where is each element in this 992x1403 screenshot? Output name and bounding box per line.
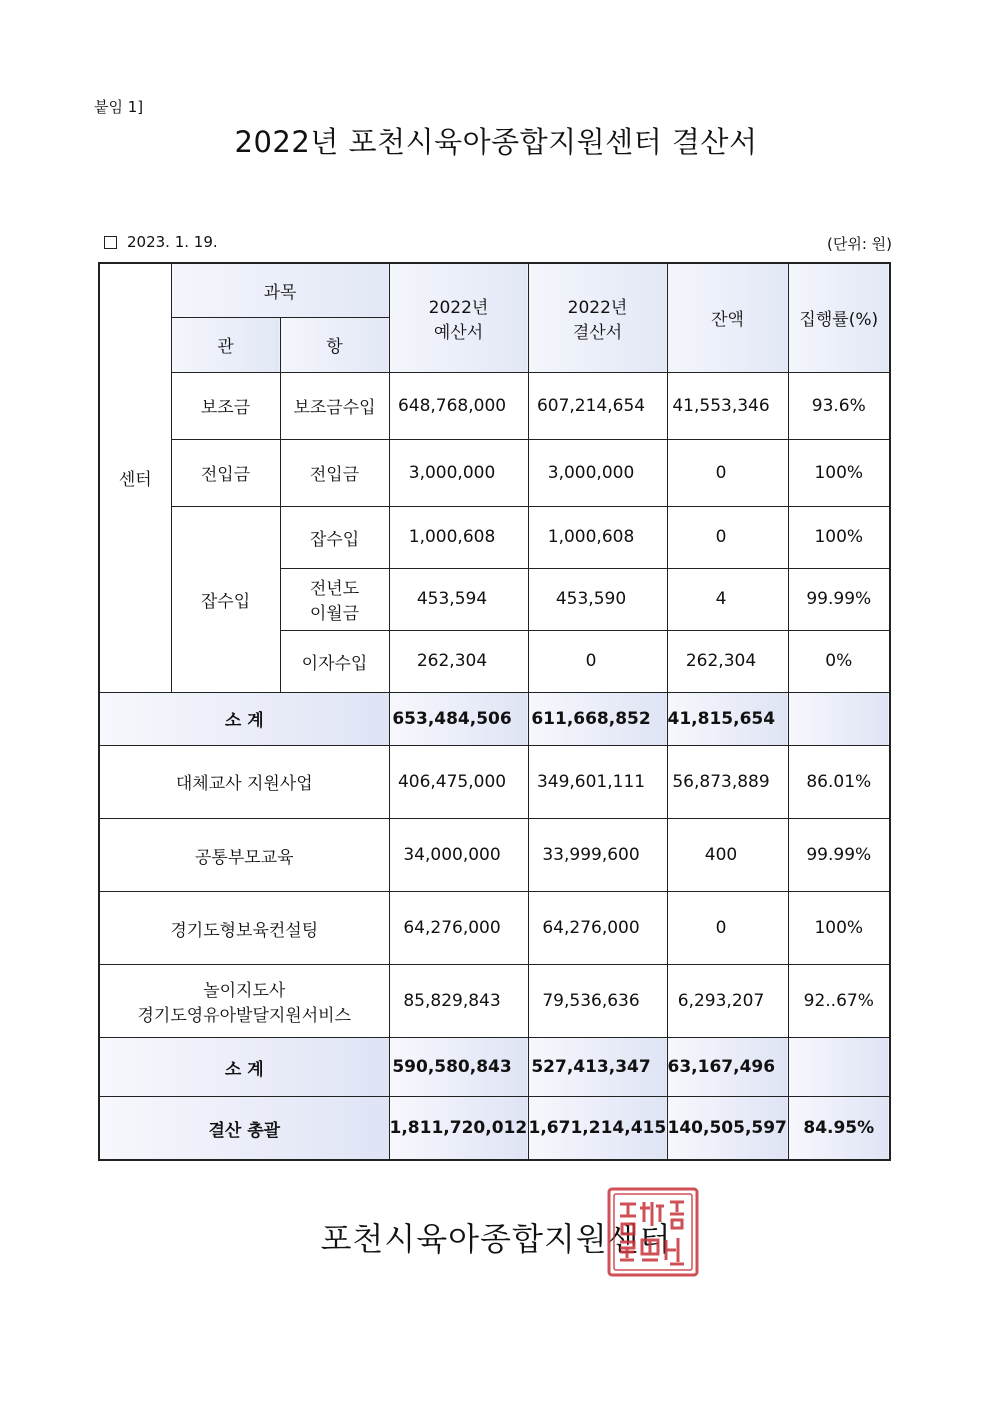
hang-cell: 전입금 — [280, 439, 389, 506]
rate-cell: 99.99% — [788, 568, 890, 630]
balance-cell: 140,505,597 — [667, 1097, 788, 1160]
settlement-cell: 453,590 — [528, 568, 667, 630]
balance-cell: 41,553,346 — [667, 372, 788, 439]
table-row — [99, 819, 890, 892]
table-row — [99, 892, 890, 965]
document-title: 2022년 포천시육아종합지원센터 결산서 — [234, 125, 758, 159]
unit-label: (단위: 원) — [827, 235, 892, 253]
header-balance: 잔액 — [667, 263, 788, 372]
subtotal-row — [99, 1038, 890, 1097]
rate-cell: 100% — [788, 892, 890, 965]
hang-cell: 보조금수입 — [280, 372, 389, 439]
table-row — [99, 372, 890, 439]
header-budget: 2022년 예산서 — [389, 263, 528, 372]
gwan-cell: 보조금 — [171, 372, 280, 439]
budget-cell: 653,484,506 — [389, 692, 528, 745]
subtotal-label: 소 계 — [99, 1038, 389, 1097]
rate-cell: 86.01% — [788, 745, 890, 818]
balance-cell: 0 — [667, 439, 788, 506]
settlement-cell: 1,000,608 — [528, 506, 667, 568]
grand-total-label: 결산 총괄 — [99, 1097, 389, 1160]
rate-cell — [788, 692, 890, 745]
header-hang: 항 — [280, 317, 389, 372]
rate-cell: 84.95% — [788, 1097, 890, 1160]
settlement-cell: 3,000,000 — [528, 439, 667, 506]
balance-cell: 0 — [667, 506, 788, 568]
document-date: 2023. 1. 19. — [127, 233, 218, 251]
settlement-cell: 349,601,111 — [528, 745, 667, 818]
balance-cell: 63,167,496 — [667, 1038, 788, 1097]
table-row — [99, 965, 890, 1038]
settlement-cell: 33,999,600 — [528, 819, 667, 892]
subtotal-label: 소 계 — [99, 692, 389, 745]
rate-cell: 92..67% — [788, 965, 890, 1038]
project-label: 경기도형보육컨설팅 — [99, 892, 389, 965]
settlement-cell: 607,214,654 — [528, 372, 667, 439]
gwan-cell: 잡수입 — [171, 506, 280, 692]
budget-cell: 453,594 — [389, 568, 528, 630]
table-row — [99, 745, 890, 818]
balance-cell: 6,293,207 — [667, 965, 788, 1038]
organization-signature: 포천시육아종합지원센터 — [320, 1220, 672, 1258]
balance-cell: 4 — [667, 568, 788, 630]
balance-cell: 262,304 — [667, 630, 788, 692]
settlement-table — [98, 262, 891, 1161]
table-row — [99, 439, 890, 506]
rate-cell: 100% — [788, 439, 890, 506]
header-settlement: 2022년 결산서 — [528, 263, 667, 372]
balance-cell: 56,873,889 — [667, 745, 788, 818]
header-subject: 과목 — [171, 263, 389, 317]
balance-cell: 400 — [667, 819, 788, 892]
budget-cell: 3,000,000 — [389, 439, 528, 506]
attachment-label: 붙임 1] — [94, 98, 144, 116]
budget-cell: 262,304 — [389, 630, 528, 692]
settlement-cell: 527,413,347 — [528, 1038, 667, 1097]
header-rate: 집행률(%) — [788, 263, 890, 372]
grand-total-row — [99, 1097, 890, 1160]
settlement-cell: 0 — [528, 630, 667, 692]
project-label: 놀이지도사 경기도영유아발달지원서비스 — [99, 965, 389, 1038]
center-label: 센터 — [99, 263, 171, 692]
budget-cell: 85,829,843 — [389, 965, 528, 1038]
rate-cell — [788, 1038, 890, 1097]
hang-cell: 전년도 이월금 — [280, 568, 389, 630]
budget-cell: 34,000,000 — [389, 819, 528, 892]
project-label: 대체교사 지원사업 — [99, 745, 389, 818]
hang-cell: 잡수입 — [280, 506, 389, 568]
rate-cell: 93.6% — [788, 372, 890, 439]
settlement-cell: 611,668,852 — [528, 692, 667, 745]
settlement-cell: 79,536,636 — [528, 965, 667, 1038]
budget-cell: 590,580,843 — [389, 1038, 528, 1097]
budget-cell: 648,768,000 — [389, 372, 528, 439]
table-row — [99, 506, 890, 568]
project-label: 공통부모교육 — [99, 819, 389, 892]
balance-cell: 0 — [667, 892, 788, 965]
hang-cell: 이자수입 — [280, 630, 389, 692]
settlement-cell: 64,276,000 — [528, 892, 667, 965]
header-gwan: 관 — [171, 317, 280, 372]
budget-cell: 406,475,000 — [389, 745, 528, 818]
rate-cell: 99.99% — [788, 819, 890, 892]
budget-cell: 64,276,000 — [389, 892, 528, 965]
budget-cell: 1,811,720,012 — [389, 1097, 528, 1160]
subtotal-row — [99, 692, 890, 745]
balance-cell: 41,815,654 — [667, 692, 788, 745]
checkbox-icon — [104, 236, 117, 249]
gwan-cell: 전입금 — [171, 439, 280, 506]
rate-cell: 0% — [788, 630, 890, 692]
date-line — [104, 233, 218, 251]
budget-cell: 1,000,608 — [389, 506, 528, 568]
settlement-cell: 1,671,214,415 — [528, 1097, 667, 1160]
rate-cell: 100% — [788, 506, 890, 568]
header-row-1 — [99, 263, 890, 317]
official-seal-icon — [606, 1186, 700, 1278]
